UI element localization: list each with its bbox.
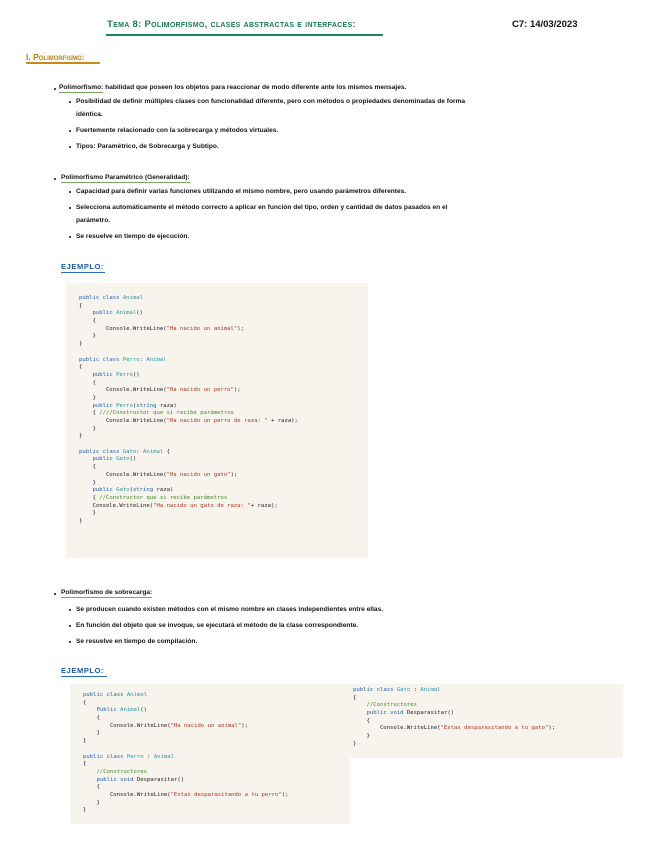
- example-2-label: EJEMPLO:: [61, 666, 105, 675]
- code-line: {: [83, 715, 100, 722]
- parametrico-point-1: Capacidad para definir varias funciones utilizando el mismo nombre, pero usando parámetros diferentes.: [76, 188, 407, 195]
- document-date: C7: 14/03/2023: [512, 19, 578, 30]
- code-line: public Perro(): [92, 371, 140, 378]
- polimorfismo-point-3: Tipos: Paramétrico, de Sobrecarga y Subtipo.: [76, 143, 219, 150]
- code-line: public Animal(): [92, 310, 144, 317]
- code-line: {: [79, 318, 96, 325]
- code-line: }: [79, 479, 96, 486]
- example-2-underline: [61, 676, 107, 677]
- code-line: }: [83, 807, 87, 814]
- code-line: [79, 441, 355, 449]
- code-line: { //Constructor que si recibe parámetros: [79, 494, 228, 501]
- code-line: Public Animal(): [96, 707, 148, 714]
- code-line: {: [353, 694, 357, 701]
- code-line: Console.WriteLine("Ha nacido un animal");: [79, 325, 245, 332]
- code-line: public void Desparasitar(): [366, 710, 455, 717]
- code-line: public Gato(): [92, 456, 137, 463]
- code-line: }: [79, 333, 96, 340]
- example-1-label: EJEMPLO:: [61, 262, 105, 271]
- code-line: }: [79, 517, 83, 524]
- parametrico-point-3: Se resuelve en tiempo de ejecución.: [76, 233, 190, 240]
- bullet-dot: [69, 625, 71, 627]
- section-heading: I. Polimorfismo:: [26, 52, 85, 62]
- document-title: Tema 8: Polimorfismo, clases abstractas e interfaces:: [107, 19, 356, 30]
- polimorfismo-point-2: Fuertemente relacionado con la sobrecarga y métodos virtuales.: [76, 127, 279, 134]
- parametrico-point-2a: Selecciona automáticamente el método correcto a aplicar en función del tipo, orden y cantidad de datos pasados en el: [76, 204, 448, 211]
- code-line: }: [79, 510, 96, 517]
- example-1-underline: [61, 272, 105, 273]
- code-line: public class Animal: [79, 295, 144, 301]
- code-line: Console.WriteLine("Ha nacido un perro");: [79, 387, 241, 394]
- code-line: }: [83, 738, 87, 745]
- code-line: }: [79, 433, 83, 440]
- bullet-dot: [69, 236, 71, 238]
- bullet-dot: [69, 641, 71, 643]
- code-line: Console.WriteLine("Ha nacido un gato");: [79, 471, 238, 478]
- code-line: }: [353, 733, 370, 740]
- bullet-dot: [69, 101, 71, 103]
- sobrecarga-point-1: Se producen cuando existen métodos con el mismo nombre en clases independientes entre ellas.: [76, 606, 384, 613]
- code-line: public class Gato : Animal: [353, 687, 441, 693]
- polimorfismo-point-1a: Posibilidad de definir múltiples clases con funcionalidad diferente, pero con métodos o propiedades denominadas de forma: [76, 98, 466, 105]
- polimorfismo-term: Polimorfismo:: [59, 84, 104, 91]
- parametrico-point-2b: parámetro.: [76, 217, 111, 224]
- code-line: public Perro(string raza): [92, 402, 177, 409]
- code-line: { ////Constructor que si recibe parámetros: [79, 410, 234, 417]
- title-underline: [106, 34, 383, 36]
- code-line: {: [79, 379, 96, 386]
- code-line: Console.WriteLine("Ha nacido un gato de raza: "+ raza);: [79, 502, 278, 509]
- parametrico-heading-text: Polimorfismo Paramétrico (Generalidad):: [61, 174, 190, 181]
- code-line: public Gato(string raza): [92, 487, 174, 494]
- code-line: {: [353, 717, 370, 724]
- sobrecarga-point-2: En función del objeto que se invoque, se ejecutará el método de la clase correspondiente.: [76, 622, 359, 629]
- code-line: //Constructores: [366, 702, 418, 709]
- bullet-dot: [69, 191, 71, 193]
- code-line: {: [79, 302, 83, 309]
- code-line: [79, 349, 355, 357]
- code-block-example-1: [66, 283, 368, 558]
- bullet-dot: [69, 146, 71, 148]
- code-line: {: [79, 464, 96, 471]
- polimorfismo-point-1b: idéntica.: [76, 111, 103, 118]
- bullet-dot: [69, 207, 71, 209]
- code-line: public class Animal: [83, 692, 148, 698]
- code-line: }: [79, 341, 83, 348]
- code-line: {: [83, 699, 87, 706]
- code-line: public void Desparasitar(): [96, 776, 185, 783]
- code-line: [83, 746, 337, 754]
- code-line: }: [83, 799, 100, 806]
- sobrecarga-point-3: Se resuelve en tiempo de compilación.: [76, 638, 198, 645]
- code-line: public class Perro : Animal: [83, 753, 174, 760]
- code-block-example-2-right: [350, 684, 623, 758]
- code-line: }: [83, 730, 100, 737]
- sobrecarga-heading-text: Polimorfismo de sobrecarga:: [61, 589, 153, 596]
- bullet-dot: [54, 88, 56, 90]
- code-line: Console.WriteLine("Estas desparasitando a tu gato");: [353, 725, 556, 732]
- bullet-dot: [69, 609, 71, 611]
- code-line: //Constructores: [96, 768, 148, 775]
- code-line: {: [83, 784, 100, 791]
- code-block-example-2-left: [70, 684, 350, 824]
- sobrecarga-heading: [61, 588, 152, 597]
- bullet-dot: [54, 178, 56, 180]
- code-line: }: [79, 394, 96, 401]
- code-line: Console.WriteLine("Estas desparasitando a tu perro");: [83, 791, 289, 798]
- code-line: {: [79, 364, 83, 371]
- code-line: }: [353, 740, 357, 747]
- code-line: public class Gato: Animal {: [79, 448, 171, 455]
- code-line: Console.WriteLine("Ha nacido un perro de raza: " + raza);: [79, 418, 298, 424]
- code-line: Console.WriteLine("Ha nacido un animal");: [83, 722, 249, 729]
- code-line: }: [79, 425, 96, 432]
- polimorfismo-definition-text: habilidad que poseen los objetos para reaccionar de modo diferente ante los mismos mensajes.: [105, 84, 407, 91]
- code-line: {: [83, 761, 87, 768]
- bullet-dot: [69, 130, 71, 132]
- parametrico-heading: [61, 173, 190, 182]
- code-line: public class Perro: Animal: [79, 356, 167, 363]
- bullet-dot: [54, 593, 56, 595]
- polimorfismo-definition: [59, 83, 406, 92]
- section-underline: [26, 62, 100, 64]
